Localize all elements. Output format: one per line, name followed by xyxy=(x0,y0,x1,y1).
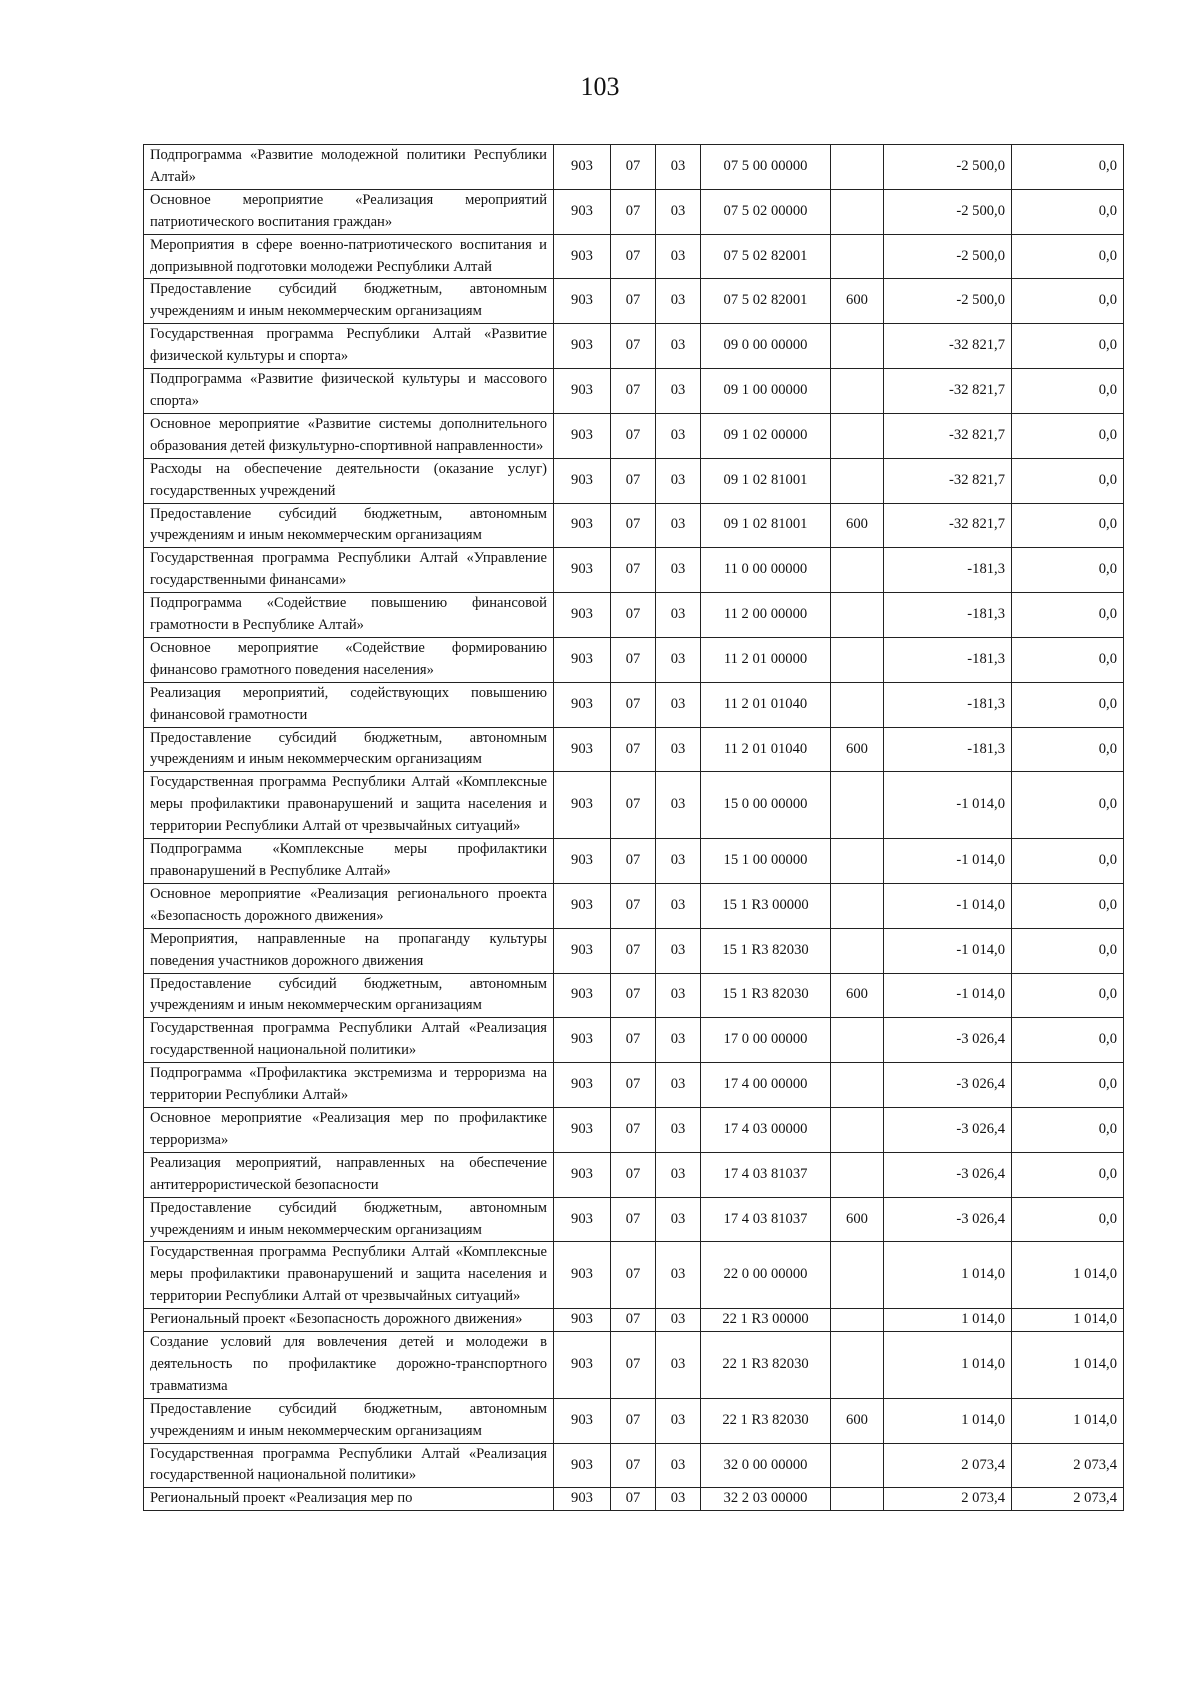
row-section-code: 07 xyxy=(611,503,656,548)
row-target-article: 09 1 02 81001 xyxy=(701,458,831,503)
row-grbs-code: 903 xyxy=(554,1107,611,1152)
row-expense-type xyxy=(831,1332,884,1399)
row-subsection-code: 03 xyxy=(656,548,701,593)
row-target-article: 07 5 00 00000 xyxy=(701,145,831,190)
row-subsection-code: 03 xyxy=(656,413,701,458)
row-name: Предоставление субсидий бюджетным, автономным учреждениям и иным некоммерческим организациям xyxy=(144,1197,554,1242)
table-row xyxy=(144,1332,1124,1399)
row-amount-2: 0,0 xyxy=(1012,189,1124,234)
row-expense-type xyxy=(831,1063,884,1108)
row-amount-2: 0,0 xyxy=(1012,369,1124,414)
row-target-article: 15 1 R3 82030 xyxy=(701,928,831,973)
row-subsection-code: 03 xyxy=(656,883,701,928)
table-row xyxy=(144,145,1124,190)
budget-table-body xyxy=(144,145,1124,1511)
row-amount-1: -181,3 xyxy=(884,727,1012,772)
table-row xyxy=(144,973,1124,1018)
row-target-article: 11 2 01 00000 xyxy=(701,637,831,682)
row-grbs-code: 903 xyxy=(554,1197,611,1242)
row-subsection-code: 03 xyxy=(656,928,701,973)
table-row xyxy=(144,928,1124,973)
row-name: Государственная программа Республики Алтай «Реализация государственной национальной политики» xyxy=(144,1018,554,1063)
row-grbs-code: 903 xyxy=(554,1443,611,1488)
table-row xyxy=(144,883,1124,928)
table-row xyxy=(144,189,1124,234)
row-subsection-code: 03 xyxy=(656,234,701,279)
row-target-article: 09 1 02 81001 xyxy=(701,503,831,548)
row-grbs-code: 903 xyxy=(554,503,611,548)
row-amount-2: 0,0 xyxy=(1012,458,1124,503)
row-section-code: 07 xyxy=(611,1107,656,1152)
row-amount-2: 0,0 xyxy=(1012,928,1124,973)
row-expense-type xyxy=(831,1242,884,1309)
row-expense-type xyxy=(831,637,884,682)
row-name: Основное мероприятие «Реализация мероприятий патриотического воспитания граждан» xyxy=(144,189,554,234)
row-subsection-code: 03 xyxy=(656,189,701,234)
table-row xyxy=(144,1152,1124,1197)
row-amount-2: 0,0 xyxy=(1012,1107,1124,1152)
row-name: Государственная программа Республики Алтай «Комплексные меры профилактики правонарушений и защита населения и территории Республики Алтай от чрезвычайных ситуаций» xyxy=(144,1242,554,1309)
row-subsection-code: 03 xyxy=(656,369,701,414)
row-subsection-code: 03 xyxy=(656,637,701,682)
row-expense-type: 600 xyxy=(831,279,884,324)
row-expense-type xyxy=(831,1443,884,1488)
row-grbs-code: 903 xyxy=(554,1242,611,1309)
row-name: Подпрограмма «Развитие физической культуры и массового спорта» xyxy=(144,369,554,414)
row-section-code: 07 xyxy=(611,682,656,727)
row-subsection-code: 03 xyxy=(656,1063,701,1108)
row-subsection-code: 03 xyxy=(656,1443,701,1488)
row-amount-1: -1 014,0 xyxy=(884,839,1012,884)
table-row xyxy=(144,1488,1124,1511)
row-name: Реализация мероприятий, содействующих повышению финансовой грамотности xyxy=(144,682,554,727)
row-expense-type xyxy=(831,593,884,638)
table-row xyxy=(144,1063,1124,1108)
row-section-code: 07 xyxy=(611,189,656,234)
row-grbs-code: 903 xyxy=(554,928,611,973)
row-grbs-code: 903 xyxy=(554,1488,611,1511)
table-row xyxy=(144,1443,1124,1488)
row-name: Региональный проект «Безопасность дорожного движения» xyxy=(144,1309,554,1332)
row-amount-1: 1 014,0 xyxy=(884,1242,1012,1309)
row-grbs-code: 903 xyxy=(554,682,611,727)
row-grbs-code: 903 xyxy=(554,727,611,772)
row-grbs-code: 903 xyxy=(554,324,611,369)
row-target-article: 15 1 R3 82030 xyxy=(701,973,831,1018)
row-name: Предоставление субсидий бюджетным, автономным учреждениям и иным некоммерческим организациям xyxy=(144,503,554,548)
row-amount-2: 0,0 xyxy=(1012,503,1124,548)
row-target-article: 22 1 R3 82030 xyxy=(701,1332,831,1399)
row-expense-type xyxy=(831,883,884,928)
row-name: Подпрограмма «Профилактика экстремизма и терроризма на территории Республики Алтай» xyxy=(144,1063,554,1108)
row-grbs-code: 903 xyxy=(554,189,611,234)
row-section-code: 07 xyxy=(611,637,656,682)
row-amount-2: 0,0 xyxy=(1012,883,1124,928)
row-amount-1: -3 026,4 xyxy=(884,1018,1012,1063)
row-subsection-code: 03 xyxy=(656,1018,701,1063)
row-subsection-code: 03 xyxy=(656,145,701,190)
row-section-code: 07 xyxy=(611,593,656,638)
row-subsection-code: 03 xyxy=(656,1309,701,1332)
row-amount-2: 0,0 xyxy=(1012,234,1124,279)
row-subsection-code: 03 xyxy=(656,727,701,772)
row-section-code: 07 xyxy=(611,727,656,772)
row-target-article: 17 0 00 00000 xyxy=(701,1018,831,1063)
row-target-article: 15 1 R3 00000 xyxy=(701,883,831,928)
table-row xyxy=(144,1197,1124,1242)
row-target-article: 15 1 00 00000 xyxy=(701,839,831,884)
row-expense-type xyxy=(831,548,884,593)
row-amount-2: 0,0 xyxy=(1012,839,1124,884)
table-row xyxy=(144,1242,1124,1309)
row-amount-2: 0,0 xyxy=(1012,279,1124,324)
row-expense-type xyxy=(831,1018,884,1063)
page-number: 103 xyxy=(580,72,620,101)
row-expense-type xyxy=(831,1107,884,1152)
row-target-article: 22 0 00 00000 xyxy=(701,1242,831,1309)
row-subsection-code: 03 xyxy=(656,1332,701,1399)
row-subsection-code: 03 xyxy=(656,682,701,727)
row-amount-2: 0,0 xyxy=(1012,593,1124,638)
row-subsection-code: 03 xyxy=(656,1107,701,1152)
row-expense-type xyxy=(831,1488,884,1511)
row-target-article: 15 0 00 00000 xyxy=(701,772,831,839)
row-name: Основное мероприятие «Содействие формированию финансово грамотного поведения населения» xyxy=(144,637,554,682)
row-amount-2: 0,0 xyxy=(1012,1197,1124,1242)
table-row xyxy=(144,637,1124,682)
row-amount-1: -1 014,0 xyxy=(884,772,1012,839)
row-name: Подпрограмма «Содействие повышению финансовой грамотности в Республике Алтай» xyxy=(144,593,554,638)
row-subsection-code: 03 xyxy=(656,1197,701,1242)
row-name: Основное мероприятие «Реализация регионального проекта «Безопасность дорожного движения» xyxy=(144,883,554,928)
row-grbs-code: 903 xyxy=(554,413,611,458)
row-amount-2: 0,0 xyxy=(1012,413,1124,458)
row-name: Реализация мероприятий, направленных на обеспечение антитеррористической безопасности xyxy=(144,1152,554,1197)
row-grbs-code: 903 xyxy=(554,234,611,279)
row-grbs-code: 903 xyxy=(554,637,611,682)
row-section-code: 07 xyxy=(611,279,656,324)
row-target-article: 11 0 00 00000 xyxy=(701,548,831,593)
row-name: Подпрограмма «Развитие молодежной политики Республики Алтай» xyxy=(144,145,554,190)
row-expense-type: 600 xyxy=(831,1197,884,1242)
row-name: Расходы на обеспечение деятельности (оказание услуг) государственных учреждений xyxy=(144,458,554,503)
row-expense-type: 600 xyxy=(831,973,884,1018)
row-amount-2: 1 014,0 xyxy=(1012,1398,1124,1443)
row-section-code: 07 xyxy=(611,324,656,369)
row-amount-1: -3 026,4 xyxy=(884,1063,1012,1108)
budget-table xyxy=(143,144,1124,1511)
table-row xyxy=(144,279,1124,324)
row-amount-2: 0,0 xyxy=(1012,727,1124,772)
row-target-article: 09 1 02 00000 xyxy=(701,413,831,458)
row-amount-2: 2 073,4 xyxy=(1012,1488,1124,1511)
row-grbs-code: 903 xyxy=(554,458,611,503)
row-section-code: 07 xyxy=(611,234,656,279)
row-subsection-code: 03 xyxy=(656,279,701,324)
table-row xyxy=(144,593,1124,638)
row-expense-type xyxy=(831,1309,884,1332)
row-section-code: 07 xyxy=(611,1309,656,1332)
row-name: Государственная программа Республики Алтай «Управление государственными финансами» xyxy=(144,548,554,593)
row-amount-1: -3 026,4 xyxy=(884,1197,1012,1242)
table-row xyxy=(144,503,1124,548)
row-amount-1: -32 821,7 xyxy=(884,458,1012,503)
row-expense-type xyxy=(831,413,884,458)
row-target-article: 17 4 00 00000 xyxy=(701,1063,831,1108)
row-grbs-code: 903 xyxy=(554,772,611,839)
row-expense-type xyxy=(831,458,884,503)
table-row xyxy=(144,727,1124,772)
row-expense-type xyxy=(831,145,884,190)
row-subsection-code: 03 xyxy=(656,458,701,503)
row-name: Мероприятия, направленные на пропаганду культуры поведения участников дорожного движения xyxy=(144,928,554,973)
row-target-article: 22 1 R3 00000 xyxy=(701,1309,831,1332)
row-target-article: 22 1 R3 82030 xyxy=(701,1398,831,1443)
row-amount-1: -181,3 xyxy=(884,593,1012,638)
row-amount-1: -2 500,0 xyxy=(884,279,1012,324)
row-expense-type xyxy=(831,682,884,727)
table-row xyxy=(144,682,1124,727)
table-row xyxy=(144,1309,1124,1332)
row-amount-1: -32 821,7 xyxy=(884,503,1012,548)
row-amount-1: -32 821,7 xyxy=(884,369,1012,414)
row-subsection-code: 03 xyxy=(656,772,701,839)
row-expense-type xyxy=(831,928,884,973)
row-target-article: 11 2 01 01040 xyxy=(701,727,831,772)
row-amount-1: -1 014,0 xyxy=(884,928,1012,973)
row-name: Мероприятия в сфере военно-патриотического воспитания и допризывной подготовки молодежи Республики Алтай xyxy=(144,234,554,279)
row-amount-1: 1 014,0 xyxy=(884,1309,1012,1332)
table-row xyxy=(144,772,1124,839)
row-target-article: 09 1 00 00000 xyxy=(701,369,831,414)
row-grbs-code: 903 xyxy=(554,145,611,190)
table-row xyxy=(144,458,1124,503)
row-grbs-code: 903 xyxy=(554,883,611,928)
row-grbs-code: 903 xyxy=(554,1398,611,1443)
row-amount-2: 0,0 xyxy=(1012,324,1124,369)
row-amount-1: -32 821,7 xyxy=(884,413,1012,458)
row-subsection-code: 03 xyxy=(656,503,701,548)
table-row xyxy=(144,413,1124,458)
row-amount-1: -1 014,0 xyxy=(884,973,1012,1018)
row-amount-1: 1 014,0 xyxy=(884,1332,1012,1399)
row-subsection-code: 03 xyxy=(656,1488,701,1511)
row-target-article: 17 4 03 81037 xyxy=(701,1197,831,1242)
table-row xyxy=(144,1018,1124,1063)
row-name: Основное мероприятие «Реализация мер по профилактике терроризма» xyxy=(144,1107,554,1152)
row-amount-2: 0,0 xyxy=(1012,1152,1124,1197)
row-expense-type xyxy=(831,839,884,884)
row-section-code: 07 xyxy=(611,928,656,973)
row-amount-1: -181,3 xyxy=(884,682,1012,727)
row-subsection-code: 03 xyxy=(656,1152,701,1197)
row-subsection-code: 03 xyxy=(656,1242,701,1309)
row-amount-2: 0,0 xyxy=(1012,637,1124,682)
row-section-code: 07 xyxy=(611,1398,656,1443)
row-target-article: 11 2 00 00000 xyxy=(701,593,831,638)
row-grbs-code: 903 xyxy=(554,1152,611,1197)
row-amount-2: 0,0 xyxy=(1012,772,1124,839)
row-amount-1: -3 026,4 xyxy=(884,1152,1012,1197)
row-section-code: 07 xyxy=(611,458,656,503)
row-amount-1: 2 073,4 xyxy=(884,1488,1012,1511)
row-section-code: 07 xyxy=(611,772,656,839)
row-target-article: 32 2 03 00000 xyxy=(701,1488,831,1511)
row-target-article: 07 5 02 00000 xyxy=(701,189,831,234)
row-expense-type xyxy=(831,324,884,369)
row-amount-2: 0,0 xyxy=(1012,973,1124,1018)
row-subsection-code: 03 xyxy=(656,1398,701,1443)
row-subsection-code: 03 xyxy=(656,839,701,884)
table-row xyxy=(144,324,1124,369)
table-row xyxy=(144,369,1124,414)
row-amount-1: -32 821,7 xyxy=(884,324,1012,369)
row-amount-2: 1 014,0 xyxy=(1012,1242,1124,1309)
row-section-code: 07 xyxy=(611,1488,656,1511)
row-name: Предоставление субсидий бюджетным, автономным учреждениям и иным некоммерческим организациям xyxy=(144,1398,554,1443)
row-name: Предоставление субсидий бюджетным, автономным учреждениям и иным некоммерческим организациям xyxy=(144,973,554,1018)
row-grbs-code: 903 xyxy=(554,1018,611,1063)
row-section-code: 07 xyxy=(611,1332,656,1399)
row-name: Основное мероприятие «Развитие системы дополнительного образования детей физкультурно-спортивной направленности» xyxy=(144,413,554,458)
row-name: Региональный проект «Реализация мер по xyxy=(144,1488,554,1511)
row-expense-type: 600 xyxy=(831,503,884,548)
table-row xyxy=(144,234,1124,279)
row-expense-type xyxy=(831,1152,884,1197)
row-grbs-code: 903 xyxy=(554,1063,611,1108)
row-grbs-code: 903 xyxy=(554,839,611,884)
row-expense-type xyxy=(831,369,884,414)
row-target-article: 17 4 03 00000 xyxy=(701,1107,831,1152)
row-amount-2: 2 073,4 xyxy=(1012,1443,1124,1488)
table-row xyxy=(144,1398,1124,1443)
row-amount-2: 0,0 xyxy=(1012,145,1124,190)
row-amount-1: 2 073,4 xyxy=(884,1443,1012,1488)
row-section-code: 07 xyxy=(611,413,656,458)
row-target-article: 17 4 03 81037 xyxy=(701,1152,831,1197)
row-grbs-code: 903 xyxy=(554,973,611,1018)
row-grbs-code: 903 xyxy=(554,593,611,638)
row-section-code: 07 xyxy=(611,839,656,884)
table-row xyxy=(144,548,1124,593)
row-name: Подпрограмма «Комплексные меры профилактики правонарушений в Республике Алтай» xyxy=(144,839,554,884)
row-target-article: 09 0 00 00000 xyxy=(701,324,831,369)
row-section-code: 07 xyxy=(611,1242,656,1309)
row-section-code: 07 xyxy=(611,883,656,928)
row-name: Предоставление субсидий бюджетным, автономным учреждениям и иным некоммерческим организациям xyxy=(144,727,554,772)
row-section-code: 07 xyxy=(611,145,656,190)
table-row xyxy=(144,1107,1124,1152)
row-target-article: 07 5 02 82001 xyxy=(701,234,831,279)
row-target-article: 32 0 00 00000 xyxy=(701,1443,831,1488)
row-amount-1: -181,3 xyxy=(884,548,1012,593)
row-expense-type: 600 xyxy=(831,1398,884,1443)
row-amount-1: -181,3 xyxy=(884,637,1012,682)
row-grbs-code: 903 xyxy=(554,1309,611,1332)
row-section-code: 07 xyxy=(611,973,656,1018)
row-section-code: 07 xyxy=(611,1443,656,1488)
row-section-code: 07 xyxy=(611,1063,656,1108)
row-amount-2: 0,0 xyxy=(1012,548,1124,593)
row-amount-2: 1 014,0 xyxy=(1012,1309,1124,1332)
row-amount-2: 0,0 xyxy=(1012,1018,1124,1063)
row-expense-type: 600 xyxy=(831,727,884,772)
row-name: Государственная программа Республики Алтай «Развитие физической культуры и спорта» xyxy=(144,324,554,369)
row-expense-type xyxy=(831,772,884,839)
row-subsection-code: 03 xyxy=(656,324,701,369)
row-section-code: 07 xyxy=(611,1197,656,1242)
row-grbs-code: 903 xyxy=(554,1332,611,1399)
table-row xyxy=(144,839,1124,884)
row-grbs-code: 903 xyxy=(554,369,611,414)
row-amount-1: 1 014,0 xyxy=(884,1398,1012,1443)
row-name: Государственная программа Республики Алтай «Реализация государственной национальной политики» xyxy=(144,1443,554,1488)
row-target-article: 07 5 02 82001 xyxy=(701,279,831,324)
row-amount-2: 1 014,0 xyxy=(1012,1332,1124,1399)
row-section-code: 07 xyxy=(611,1152,656,1197)
row-amount-1: -2 500,0 xyxy=(884,189,1012,234)
row-name: Государственная программа Республики Алтай «Комплексные меры профилактики правонарушений и защита населения и территории Республики Алтай от чрезвычайных ситуаций» xyxy=(144,772,554,839)
row-name: Предоставление субсидий бюджетным, автономным учреждениям и иным некоммерческим организациям xyxy=(144,279,554,324)
row-amount-1: -2 500,0 xyxy=(884,234,1012,279)
row-section-code: 07 xyxy=(611,369,656,414)
row-expense-type xyxy=(831,234,884,279)
row-section-code: 07 xyxy=(611,548,656,593)
row-target-article: 11 2 01 01040 xyxy=(701,682,831,727)
row-amount-1: -3 026,4 xyxy=(884,1107,1012,1152)
row-expense-type xyxy=(831,189,884,234)
row-amount-1: -1 014,0 xyxy=(884,883,1012,928)
row-section-code: 07 xyxy=(611,1018,656,1063)
row-name: Создание условий для вовлечения детей и молодежи в деятельность по профилактике дорожно-транспортного травматизма xyxy=(144,1332,554,1399)
row-amount-1: -2 500,0 xyxy=(884,145,1012,190)
row-amount-2: 0,0 xyxy=(1012,682,1124,727)
row-subsection-code: 03 xyxy=(656,593,701,638)
row-amount-2: 0,0 xyxy=(1012,1063,1124,1108)
row-subsection-code: 03 xyxy=(656,973,701,1018)
row-grbs-code: 903 xyxy=(554,279,611,324)
row-grbs-code: 903 xyxy=(554,548,611,593)
